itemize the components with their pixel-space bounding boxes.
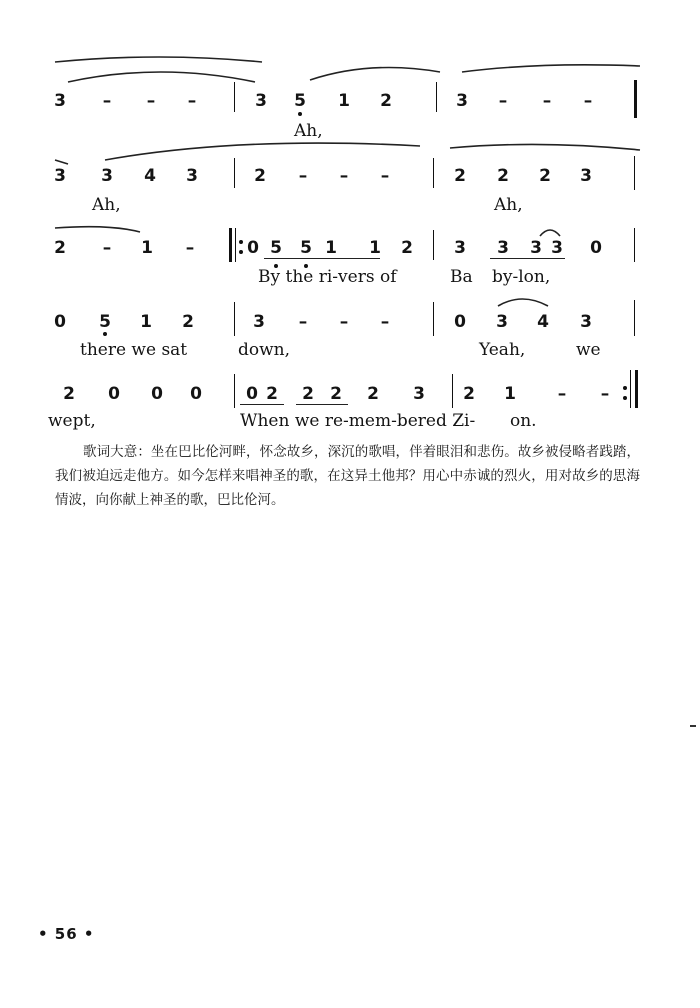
- slur: [55, 227, 140, 232]
- note: 3: [497, 238, 509, 258]
- note: 1: [140, 312, 152, 332]
- slur: [540, 230, 560, 236]
- note: 3: [456, 91, 468, 111]
- note: 3: [530, 238, 542, 258]
- barline: [433, 158, 434, 188]
- slur: [55, 57, 262, 62]
- note: 0: [246, 384, 258, 404]
- barline: [433, 302, 434, 336]
- lyric-meaning-paragraph: 歌词大意：坐在巴比伦河畔，怀念故乡，深沉的歌唱，伴着眼泪和悲伤。故乡被侵略者践踏，我们被迫远走他方。如今怎样来唱神圣的歌，在这异土他邦？用心中赤诚的烈火，用对故乡的思海情波，向你献上神圣的歌，巴比伦河。: [55, 444, 640, 508]
- note: –: [298, 166, 308, 186]
- slur: [498, 299, 548, 306]
- barline: [634, 80, 637, 118]
- lyric: Yeah,: [479, 340, 526, 360]
- slur: [55, 160, 68, 164]
- note: 1: [369, 238, 381, 258]
- note: 0: [190, 384, 202, 404]
- note: 3: [101, 166, 113, 186]
- note: 2: [497, 166, 509, 186]
- page-number: • 56 •: [38, 925, 95, 943]
- note: 2: [254, 166, 266, 186]
- note: –: [583, 91, 593, 111]
- note: 1: [504, 384, 516, 404]
- note: 0: [151, 384, 163, 404]
- note: –: [542, 91, 552, 111]
- note: –: [380, 166, 390, 186]
- lyric: Ba: [450, 267, 473, 287]
- slur: [450, 144, 640, 150]
- note: 3: [186, 166, 198, 186]
- note: 0: [108, 384, 120, 404]
- note: 0: [247, 238, 259, 258]
- note: 5: [99, 312, 111, 332]
- note: 5: [300, 238, 312, 258]
- note: 3: [54, 91, 66, 111]
- note: 3: [253, 312, 265, 332]
- duration-underline: [296, 404, 348, 405]
- note: 2: [63, 384, 75, 404]
- note: 5: [270, 238, 282, 258]
- note: 2: [380, 91, 392, 111]
- note: 2: [330, 384, 342, 404]
- lyric: there we sat: [80, 340, 188, 360]
- note: –: [298, 312, 308, 332]
- lyric: By the ri-vers of: [258, 267, 397, 287]
- note: –: [185, 238, 195, 258]
- note: 2: [302, 384, 314, 404]
- slur: [68, 72, 255, 82]
- note: 4: [144, 166, 156, 186]
- note: 2: [266, 384, 278, 404]
- scan-mark: [690, 725, 696, 727]
- slur: [462, 65, 640, 72]
- note: 2: [401, 238, 413, 258]
- note: –: [102, 238, 112, 258]
- note: 3: [496, 312, 508, 332]
- barline: [634, 156, 635, 190]
- note: –: [187, 91, 197, 111]
- barline: [433, 230, 434, 260]
- barline: [234, 82, 235, 112]
- lyric: Ah,: [294, 121, 323, 141]
- barline: [234, 374, 235, 408]
- note: 3: [54, 166, 66, 186]
- slur-marks: [0, 0, 700, 440]
- note: 2: [367, 384, 379, 404]
- repeat-start-barline: [235, 228, 236, 262]
- duration-underline: [490, 258, 565, 259]
- note: –: [146, 91, 156, 111]
- lyric: on.: [510, 411, 537, 431]
- barline: [634, 228, 635, 262]
- lyric: wept,: [48, 411, 96, 431]
- duration-underline: [240, 404, 284, 405]
- note: 2: [454, 166, 466, 186]
- barline: [234, 302, 235, 336]
- lyric: When we re-mem-bered Zi-: [240, 411, 476, 431]
- lyric: Ah,: [92, 195, 121, 215]
- lower-octave-dot: [298, 112, 302, 116]
- note: 5: [294, 91, 306, 111]
- repeat-dot: [623, 396, 627, 400]
- lyric: Ah,: [494, 195, 523, 215]
- note: 0: [54, 312, 66, 332]
- slur: [310, 68, 440, 81]
- repeat-end-barline: [635, 370, 638, 408]
- note: 3: [580, 312, 592, 332]
- lyric: by-lon,: [492, 267, 551, 287]
- note: 2: [54, 238, 66, 258]
- lower-octave-dot: [103, 332, 107, 336]
- note: 0: [590, 238, 602, 258]
- note: 4: [537, 312, 549, 332]
- note: 0: [454, 312, 466, 332]
- barline: [234, 158, 235, 188]
- note: 1: [141, 238, 153, 258]
- note: –: [557, 384, 567, 404]
- barline: [436, 82, 437, 112]
- repeat-start-barline: [229, 228, 232, 262]
- note: 1: [338, 91, 350, 111]
- note: –: [339, 166, 349, 186]
- repeat-end-barline: [630, 370, 631, 408]
- note: –: [600, 384, 610, 404]
- note: 3: [255, 91, 267, 111]
- note: 3: [580, 166, 592, 186]
- duration-underline: [320, 258, 380, 259]
- note: 2: [182, 312, 194, 332]
- note: –: [498, 91, 508, 111]
- note: 2: [539, 166, 551, 186]
- duration-underline: [264, 258, 320, 259]
- lyric: down,: [238, 340, 291, 360]
- note: 1: [325, 238, 337, 258]
- barline: [452, 374, 453, 408]
- note: 3: [551, 238, 563, 258]
- note: 2: [463, 384, 475, 404]
- lyric: we: [576, 340, 601, 360]
- slur: [105, 143, 420, 160]
- note: 3: [413, 384, 425, 404]
- note: 3: [454, 238, 466, 258]
- note: –: [380, 312, 390, 332]
- repeat-dot: [623, 386, 627, 390]
- barline: [634, 300, 635, 336]
- note: –: [339, 312, 349, 332]
- note: –: [102, 91, 112, 111]
